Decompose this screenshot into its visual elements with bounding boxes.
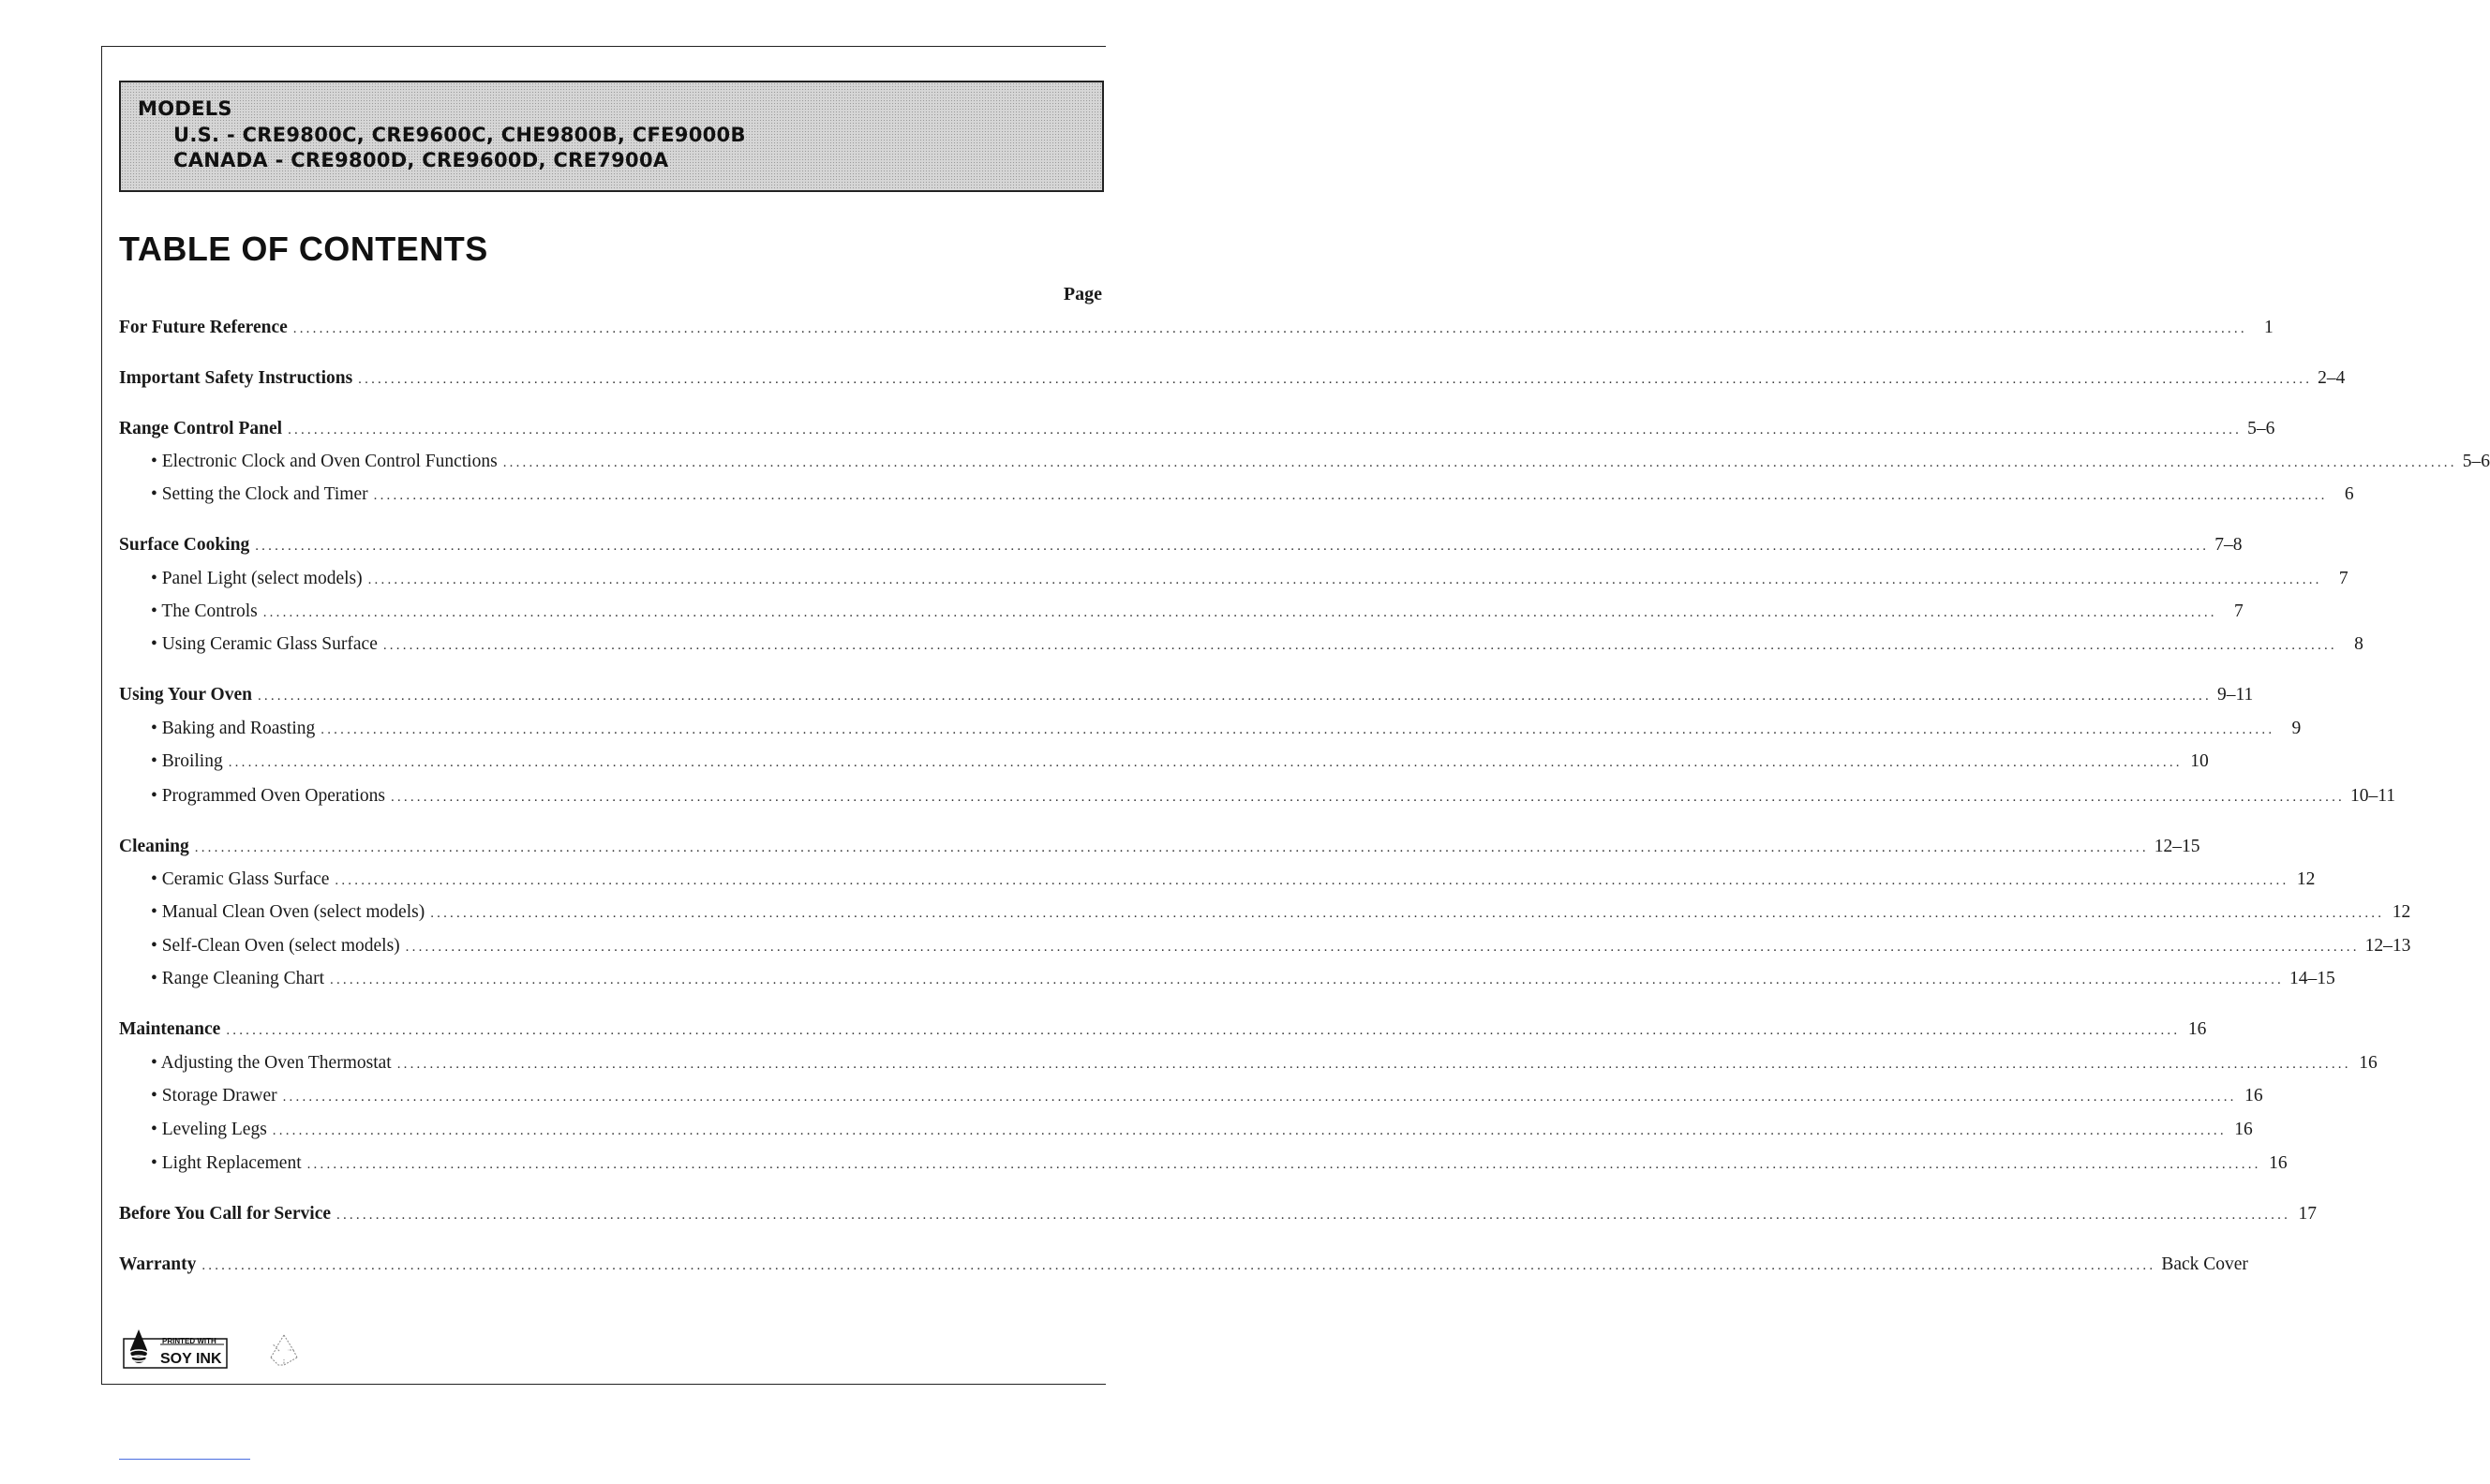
toc-entry-label: For Future Reference xyxy=(119,318,288,337)
toc-entry[interactable] xyxy=(119,685,2254,707)
toc-entry-label: • Manual Clean Oven (select models) xyxy=(151,902,425,922)
toc-entry-label: • Baking and Roasting xyxy=(151,719,316,738)
toc-subentry[interactable] xyxy=(151,1120,2253,1142)
toc-leader-dots: ............................................................................................................................................................................................................................................................................................................ xyxy=(194,840,2149,855)
toc-entry-page: 2–4 xyxy=(2318,368,2346,388)
models-canada-line: CANADA - CRE9800D, CRE9600D, CRE7900A xyxy=(173,149,669,171)
toc-entry-label: Using Your Oven xyxy=(119,685,252,705)
toc-entry[interactable] xyxy=(119,1204,2318,1226)
toc-subentry[interactable] xyxy=(151,1086,2263,1108)
toc-leader-dots: ............................................................................................................................................................................................................................................................................................................ xyxy=(306,1157,2261,1172)
toc-leader-dots: ............................................................................................................................................................................................................................................................................................................ xyxy=(396,1057,2351,1072)
toc-leader-dots: ............................................................................................................................................................................................................................................................................................................ xyxy=(226,1023,2181,1038)
toc-entry-page: 6 xyxy=(2344,484,2354,504)
toc-subentry[interactable] xyxy=(151,786,2396,809)
toc-entry[interactable] xyxy=(119,1254,2248,1277)
toc-entry-label: • Using Ceramic Glass Surface xyxy=(151,634,378,654)
toc-subentry[interactable] xyxy=(151,634,2363,657)
toc-entry-label: • Leveling Legs xyxy=(151,1120,267,1139)
toc-leader-dots: ............................................................................................................................................................................................................................................................................................................ xyxy=(430,906,2385,921)
toc-leader-dots: ............................................................................................................................................................................................................................................................................................................ xyxy=(330,972,2284,987)
toc-leader-dots: ............................................................................................................................................................................................................................................................................................................ xyxy=(257,689,2212,704)
toc-subentry[interactable] xyxy=(151,719,2302,741)
toc-leader-dots: ............................................................................................................................................................................................................................................................................................................ xyxy=(358,372,2313,387)
toc-entry-page: 10–11 xyxy=(2349,786,2396,806)
toc-subentry[interactable] xyxy=(151,869,2316,892)
toc-entry-label: Surface Cooking xyxy=(119,535,250,555)
toc-subentry[interactable] xyxy=(151,902,2411,925)
recycle-icon-graphic xyxy=(265,1331,303,1369)
toc-leader-dots: ............................................................................................................................................................................................................................................................................................................ xyxy=(382,638,2337,653)
toc-entry-label: • Panel Light (select models) xyxy=(151,569,363,588)
toc-entry-label: • Electronic Clock and Oven Control Functions xyxy=(151,452,498,471)
toc-subentry[interactable] xyxy=(151,751,2209,774)
frame-left-rule xyxy=(101,46,102,1385)
soy-ink-logo xyxy=(123,1326,228,1369)
toc-entry[interactable] xyxy=(119,1019,2207,1042)
toc-leader-dots: ............................................................................................................................................................................................................................................................................................................ xyxy=(373,488,2328,503)
toc-entry-page: 12–15 xyxy=(2154,837,2200,856)
toc-leader-dots: ............................................................................................................................................................................................................................................................................................................ xyxy=(335,873,2289,888)
toc-entry-page: 9 xyxy=(2291,719,2302,738)
toc-entry-page: 17 xyxy=(2298,1204,2318,1224)
toc-subentry[interactable] xyxy=(151,484,2354,507)
toc-entry-label: • Self-Clean Oven (select models) xyxy=(151,936,400,956)
toc-entry-label: Maintenance xyxy=(119,1019,221,1039)
frame-top-rule xyxy=(101,46,1106,47)
toc-entry-page: 12–13 xyxy=(2364,936,2411,956)
toc-entry[interactable] xyxy=(119,318,2274,340)
bottom-link-rule xyxy=(119,1459,250,1460)
toc-leader-dots: ............................................................................................................................................................................................................................................................................................................ xyxy=(390,790,2345,805)
toc-leader-dots: ............................................................................................................................................................................................................................................................................................................ xyxy=(288,423,2243,438)
toc-entry-page: 16 xyxy=(2187,1019,2207,1039)
toc-entry-label: Range Control Panel xyxy=(119,419,283,438)
toc-leader-dots: ............................................................................................................................................................................................................................................................................................................ xyxy=(502,455,2457,470)
toc-entry-page: 1 xyxy=(2264,318,2274,337)
toc-subentry[interactable] xyxy=(151,969,2335,991)
toc-entry-page: 5–6 xyxy=(2247,419,2275,438)
toc-entry-page: Back Cover xyxy=(2161,1254,2248,1274)
toc-subentry[interactable] xyxy=(151,569,2348,591)
toc-entry-label: • Ceramic Glass Surface xyxy=(151,869,330,889)
toc-leader-dots: ............................................................................................................................................................................................................................................................................................................ xyxy=(282,1090,2237,1105)
toc-entry-page: 16 xyxy=(2244,1086,2263,1106)
toc-entry-label: • Setting the Clock and Timer xyxy=(151,484,368,504)
toc-leader-dots: ............................................................................................................................................................................................................................................................................................................ xyxy=(228,755,2183,770)
toc-entry-label: • Range Cleaning Chart xyxy=(151,969,324,988)
toc-leader-dots: ............................................................................................................................................................................................................................................................................................................ xyxy=(272,1123,2227,1138)
toc-entry[interactable] xyxy=(119,368,2346,391)
toc-leader-dots: ............................................................................................................................................................................................................................................................................................................ xyxy=(405,940,2360,955)
toc-leader-dots: ............................................................................................................................................................................................................................................................................................................ xyxy=(321,722,2275,737)
toc-leader-dots: ............................................................................................................................................................................................................................................................................................................ xyxy=(367,572,2322,587)
toc-entry-label: Cleaning xyxy=(119,837,189,856)
toc-entry-page: 5–6 xyxy=(2462,452,2490,471)
soy-ink-logo-graphic xyxy=(123,1326,228,1369)
page-column-label: Page xyxy=(1063,284,1102,304)
toc-entry-label: • Adjusting the Oven Thermostat xyxy=(151,1053,392,1073)
toc-entry[interactable] xyxy=(119,419,2275,441)
toc-entry-label: • Storage Drawer xyxy=(151,1086,277,1106)
toc-subentry[interactable] xyxy=(151,601,2244,624)
toc-entry-page: 8 xyxy=(2354,634,2363,654)
toc-entry-page: 7–8 xyxy=(2214,535,2243,555)
toc-leader-dots: ............................................................................................................................................................................................................................................................................................................ xyxy=(336,1208,2291,1223)
recycle-icon xyxy=(265,1331,303,1369)
toc-entry-label: • The Controls xyxy=(151,601,258,621)
toc-entry-label: Before You Call for Service xyxy=(119,1204,332,1224)
toc-entry-page: 12 xyxy=(2392,902,2411,922)
toc-entry-page: 16 xyxy=(2234,1120,2253,1139)
toc-subentry[interactable] xyxy=(151,452,2490,474)
toc-entry[interactable] xyxy=(119,837,2200,859)
toc-entry-page: 12 xyxy=(2296,869,2316,889)
toc-entry[interactable] xyxy=(119,535,2243,557)
toc-leader-dots: ............................................................................................................................................................................................................................................................................................................ xyxy=(255,539,2210,554)
models-heading: MODELS xyxy=(138,97,232,120)
toc-entry-page: 16 xyxy=(2359,1053,2378,1073)
toc-entry-page: 7 xyxy=(2338,569,2348,588)
models-box xyxy=(119,81,1104,192)
page-title: TABLE OF CONTENTS xyxy=(119,230,488,268)
toc-subentry[interactable] xyxy=(151,1053,2378,1076)
soy-logo-text-line2: SOY INK xyxy=(160,1351,222,1367)
toc-subentry[interactable] xyxy=(151,1153,2288,1176)
toc-entry-label: • Broiling xyxy=(151,751,223,771)
soy-logo-text-line1: PRINTED WITH xyxy=(162,1337,216,1345)
toc-entry-label: Warranty xyxy=(119,1254,197,1274)
toc-leader-dots: ............................................................................................................................................................................................................................................................................................................ xyxy=(201,1258,2156,1273)
toc-entry-page: 7 xyxy=(2233,601,2244,621)
models-us-line: U.S. - CRE9800C, CRE9600C, CHE9800B, CFE9000B xyxy=(173,124,746,146)
toc-entry-page: 10 xyxy=(2190,751,2209,771)
toc-entry-label: • Programmed Oven Operations xyxy=(151,786,385,806)
toc-subentry[interactable] xyxy=(151,936,2411,958)
toc-entry-page: 9–11 xyxy=(2216,685,2254,705)
toc-leader-dots: ............................................................................................................................................................................................................................................................................................................ xyxy=(262,605,2217,620)
frame-bottom-rule xyxy=(101,1384,1106,1385)
toc-entry-label: Important Safety Instructions xyxy=(119,368,353,388)
toc-leader-dots: ............................................................................................................................................................................................................................................................................................................ xyxy=(292,321,2247,336)
toc-entry-page: 16 xyxy=(2269,1153,2288,1173)
toc-entry-label: • Light Replacement xyxy=(151,1153,302,1173)
toc-entry-page: 14–15 xyxy=(2289,969,2335,988)
